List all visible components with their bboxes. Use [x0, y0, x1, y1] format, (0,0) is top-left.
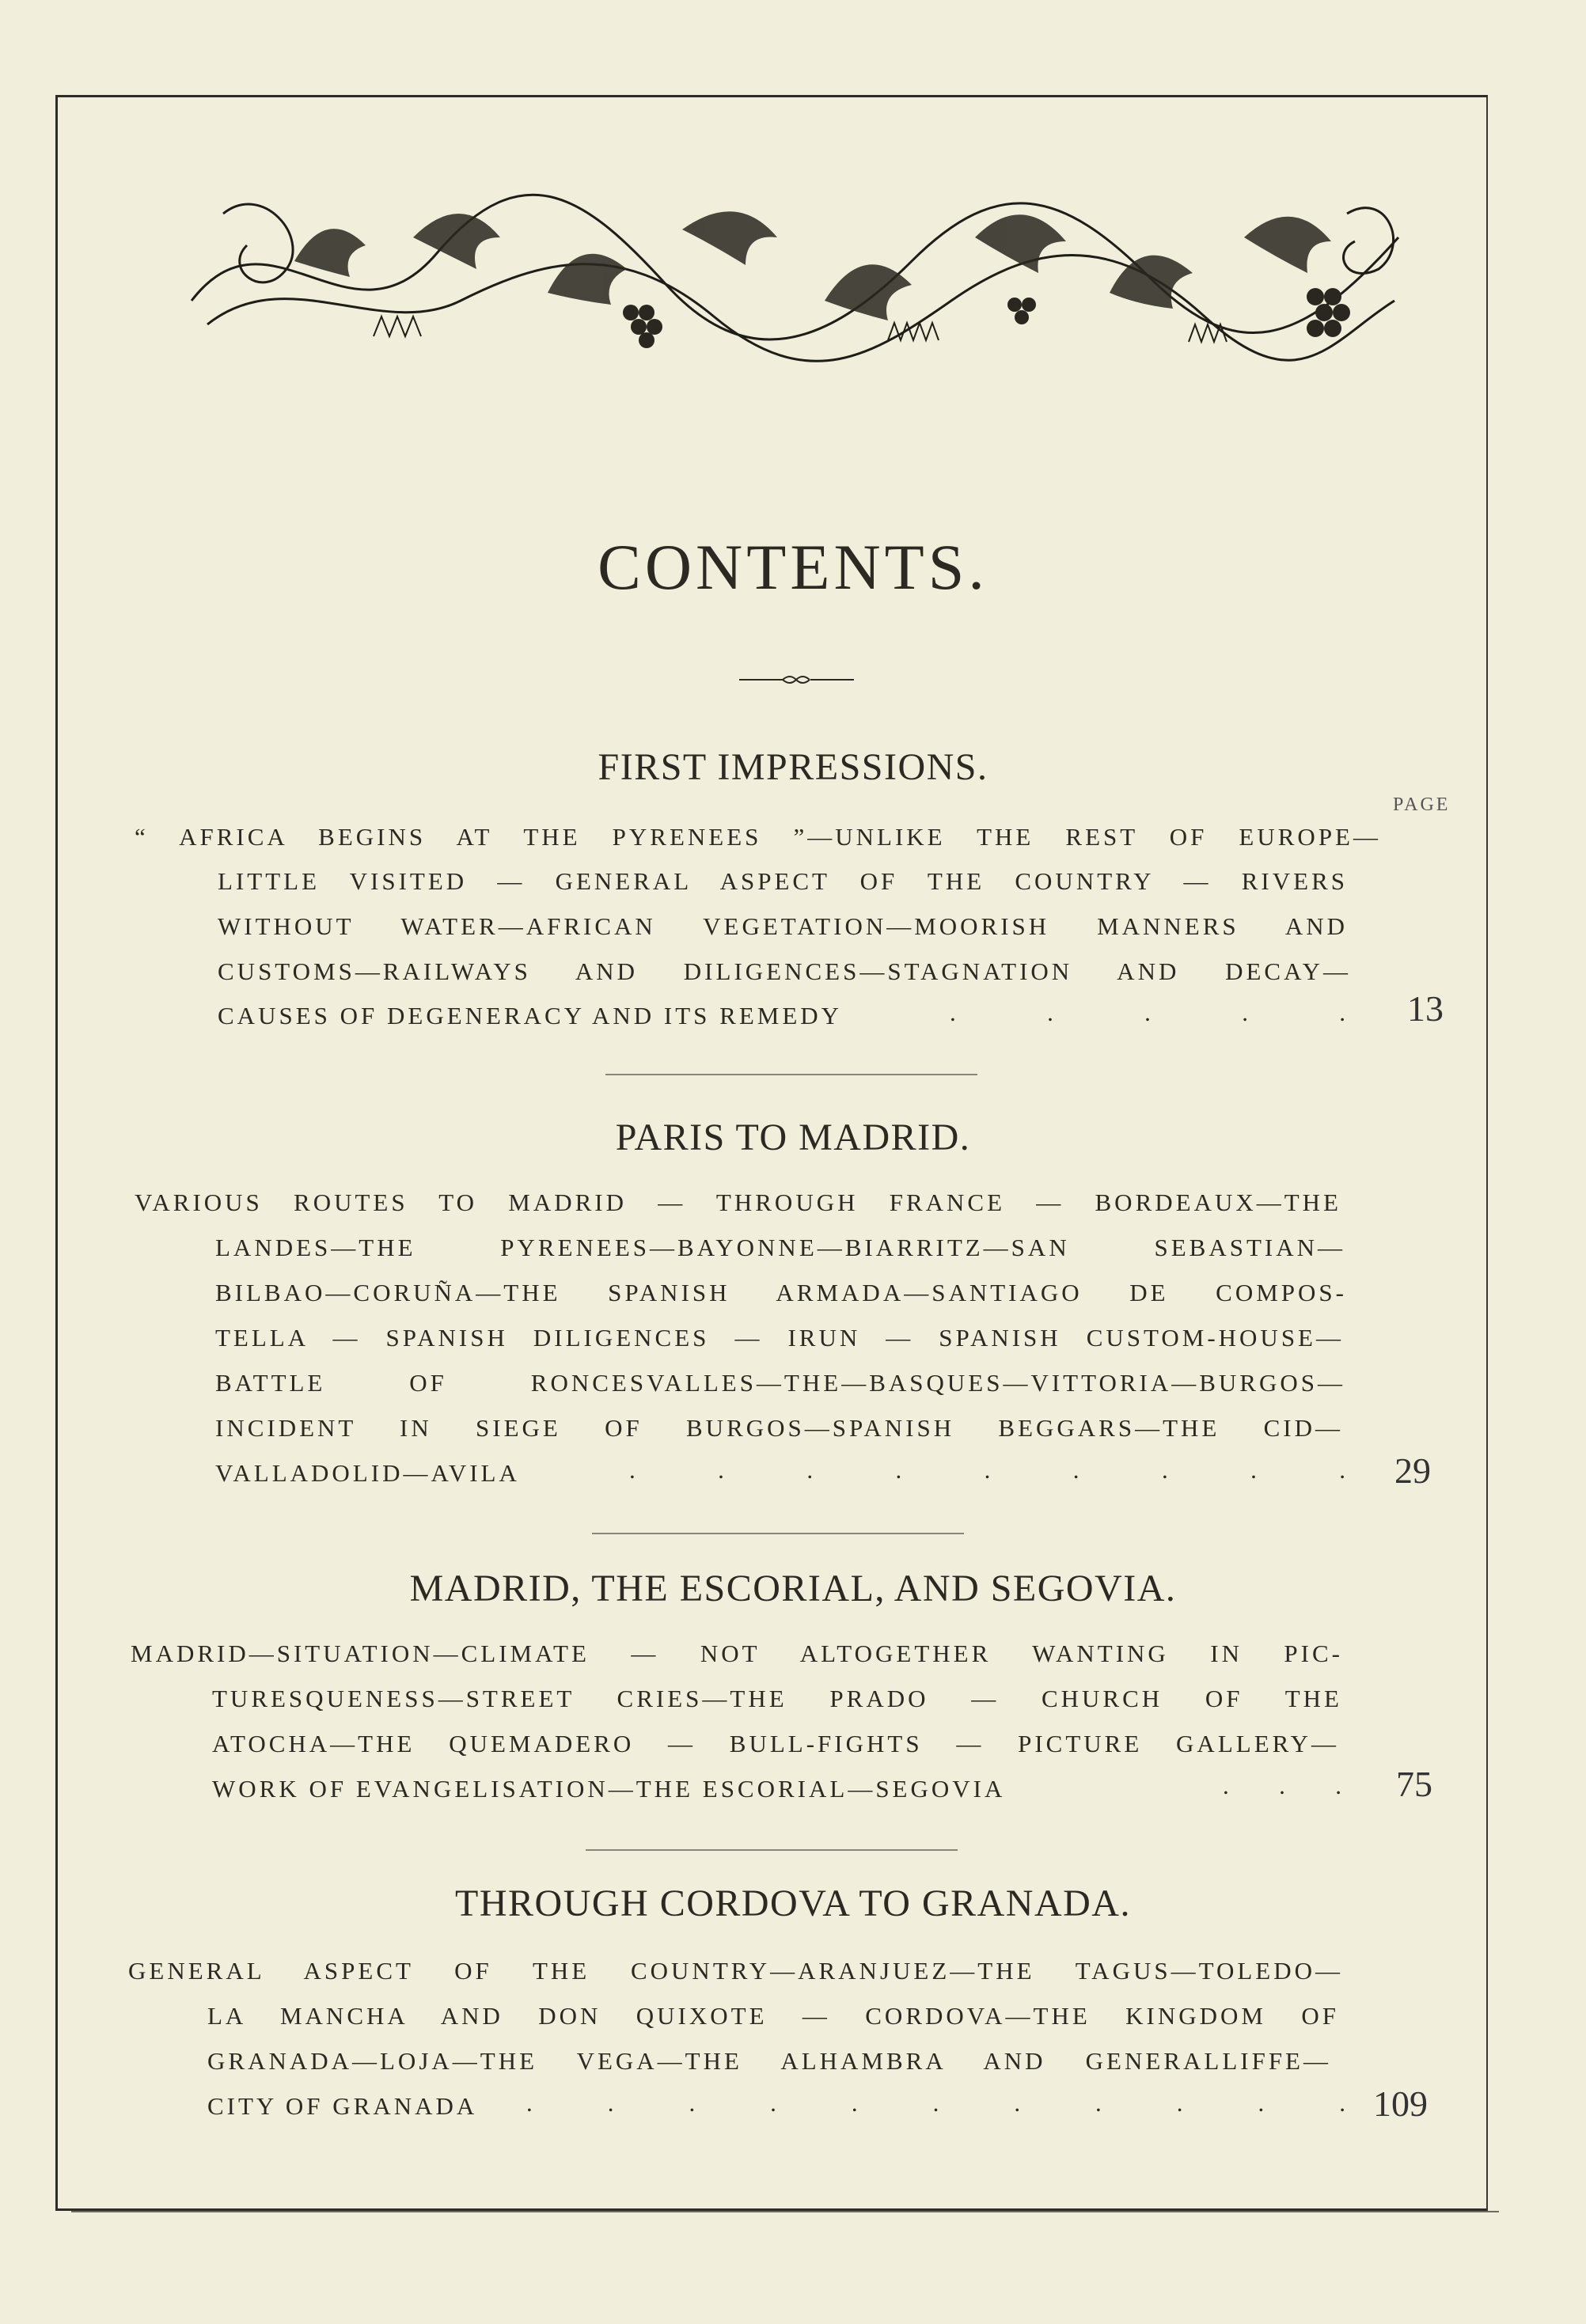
toc-line: LITTLE VISITED — GENERAL ASPECT OF THE COUNTRY — RIVERS	[218, 867, 1348, 895]
section-heading-paris-to-madrid: PARIS TO MADRID.	[615, 1117, 971, 1158]
section-divider	[586, 1849, 958, 1851]
section-divider	[592, 1533, 964, 1534]
toc-line: GRANADA—LOJA—THE VEGA—THE ALHAMBRA AND GENERALLIFFE—	[207, 2047, 1331, 2075]
toc-line: VARIOUS ROUTES TO MADRID — THROUGH FRANCE — BORDEAUX—THE	[135, 1189, 1341, 1216]
toc-line: INCIDENT IN SIEGE OF BURGOS—SPANISH BEGGARS—THE CID—	[215, 1414, 1343, 1442]
page-column-label: PAGE	[1393, 794, 1451, 815]
toc-line: GENERAL ASPECT OF THE COUNTRY—ARANJUEZ—THE TAGUS—TOLEDO—	[128, 1957, 1343, 1985]
toc-line: BATTLE OF RONCESVALLES—THE—BASQUES—VITTORIA—BURGOS—	[215, 1369, 1345, 1397]
dot-leaders: . . . . . . . . .	[629, 1456, 1345, 1484]
page-number: 13	[1407, 988, 1444, 1029]
frame-bottom-rule	[71, 2211, 1499, 2212]
dot-leaders: . . . . . . . . . . .	[526, 2089, 1345, 2117]
toc-line: LANDES—THE PYRENEES—BAYONNE—BIARRITZ—SAN SEBASTIAN—	[215, 1234, 1345, 1261]
toc-line: “ AFRICA BEGINS AT THE PYRENEES ”—UNLIKE THE REST OF EUROPE—	[135, 823, 1381, 851]
toc-line: MADRID—SITUATION—CLIMATE — NOT ALTOGETHER WANTING IN PIC-	[131, 1640, 1343, 1667]
dot-leaders: . . .	[1223, 1772, 1341, 1799]
section-divider	[605, 1074, 977, 1075]
toc-line: CUSTOMS—RAILWAYS AND DILIGENCES—STAGNATION AND DECAY—	[218, 957, 1351, 985]
toc-line: TELLA — SPANISH DILIGENCES — IRUN — SPANISH CUSTOM-HOUSE—	[215, 1324, 1344, 1352]
toc-line: CAUSES OF DEGENERACY AND ITS REMEDY	[218, 1002, 843, 1029]
toc-line: WORK OF EVANGELISATION—THE ESCORIAL—SEGOVIA	[212, 1775, 1006, 1803]
section-heading-madrid-escorial-segovia: MADRID, THE ESCORIAL, AND SEGOVIA.	[409, 1568, 1177, 1609]
toc-line: VALLADOLID—AVILA	[215, 1459, 520, 1487]
section-heading-through-cordova-to-granada: THROUGH CORDOVA TO GRANADA.	[455, 1882, 1131, 1924]
page-number: 109	[1373, 2083, 1428, 2124]
vine-leaf-ornament-header	[176, 166, 1414, 368]
toc-line: TURESQUENESS—STREET CRIES—THE PRADO — CHURCH OF THE	[212, 1685, 1342, 1712]
toc-line: LA MANCHA AND DON QUIXOTE — CORDOVA—THE KINGDOM OF	[207, 2002, 1339, 2030]
toc-line: CITY OF GRANADA	[207, 2092, 478, 2120]
dot-leaders: . . . . .	[950, 999, 1345, 1026]
page-number: 29	[1394, 1450, 1431, 1491]
title-flourish-divider	[739, 669, 854, 690]
page-number: 75	[1396, 1764, 1432, 1804]
section-heading-first-impressions: FIRST IMPRESSIONS.	[598, 746, 988, 788]
page-title: CONTENTS.	[598, 531, 988, 603]
toc-line: WITHOUT WATER—AFRICAN VEGETATION—MOORISH MANNERS AND	[218, 912, 1348, 940]
toc-line: ATOCHA—THE QUEMADERO — BULL-FIGHTS — PICTURE GALLERY—	[212, 1730, 1339, 1757]
toc-line: BILBAO—CORUÑA—THE SPANISH ARMADA—SANTIAGO DE COMPOS-	[215, 1279, 1347, 1306]
